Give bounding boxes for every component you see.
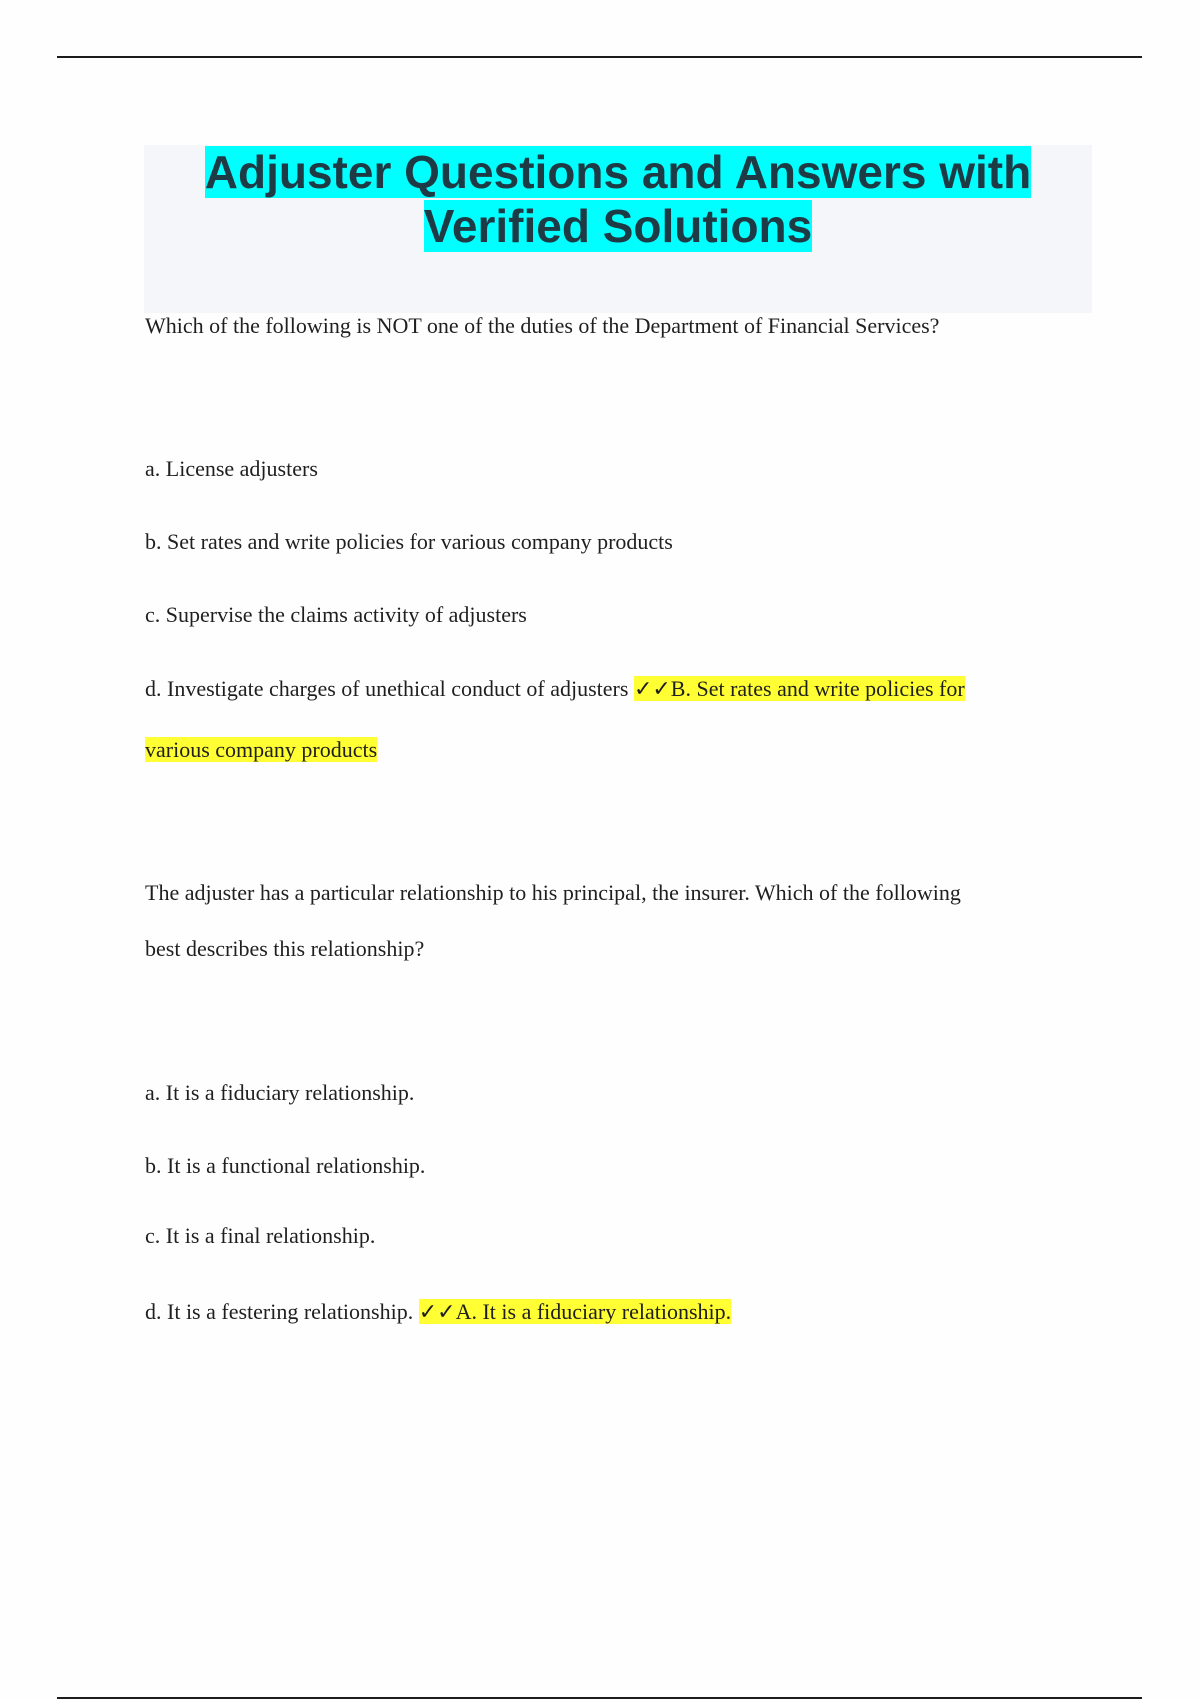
question-2-option-c: c. It is a final relationship.	[145, 1223, 376, 1248]
question-2-option-d-line	[145, 1299, 731, 1325]
title-line-1: Adjuster Questions and Answers with	[204, 146, 1032, 198]
header-rule	[57, 56, 1142, 58]
question-1-answer-continued	[145, 737, 377, 763]
question-2-prompt-line-2: best describes this relationship?	[145, 936, 425, 961]
question-2-answer: ✓✓A. It is a fiduciary relationship.	[418, 1299, 732, 1324]
footer-rule	[57, 1697, 1142, 1699]
question-2-prompt-line-1: The adjuster has a particular relationship to his principal, the insurer. Which of the following	[145, 880, 961, 905]
question-2-option-d: d. It is a festering relationship.	[145, 1299, 414, 1324]
question-2-option-b: b. It is a functional relationship.	[145, 1153, 426, 1178]
document-title	[144, 145, 1092, 253]
question-1-option-c: c. Supervise the claims activity of adjusters	[145, 602, 527, 627]
question-1-answer: ✓✓B. Set rates and write policies for	[633, 676, 965, 701]
question-1-prompt: Which of the following is NOT one of the duties of the Department of Financial Services?	[145, 313, 940, 338]
question-1-option-a: a. License adjusters	[145, 456, 318, 481]
question-1-option-b: b. Set rates and write policies for various company products	[145, 529, 673, 554]
question-1-option-d-line	[145, 676, 965, 702]
title-line-2: Verified Solutions	[423, 200, 813, 252]
question-1-option-d: d. Investigate charges of unethical conduct of adjusters	[145, 676, 629, 701]
question-2-option-a: a. It is a fiduciary relationship.	[145, 1080, 415, 1105]
question-1-answer-line-2: various company products	[145, 737, 378, 762]
